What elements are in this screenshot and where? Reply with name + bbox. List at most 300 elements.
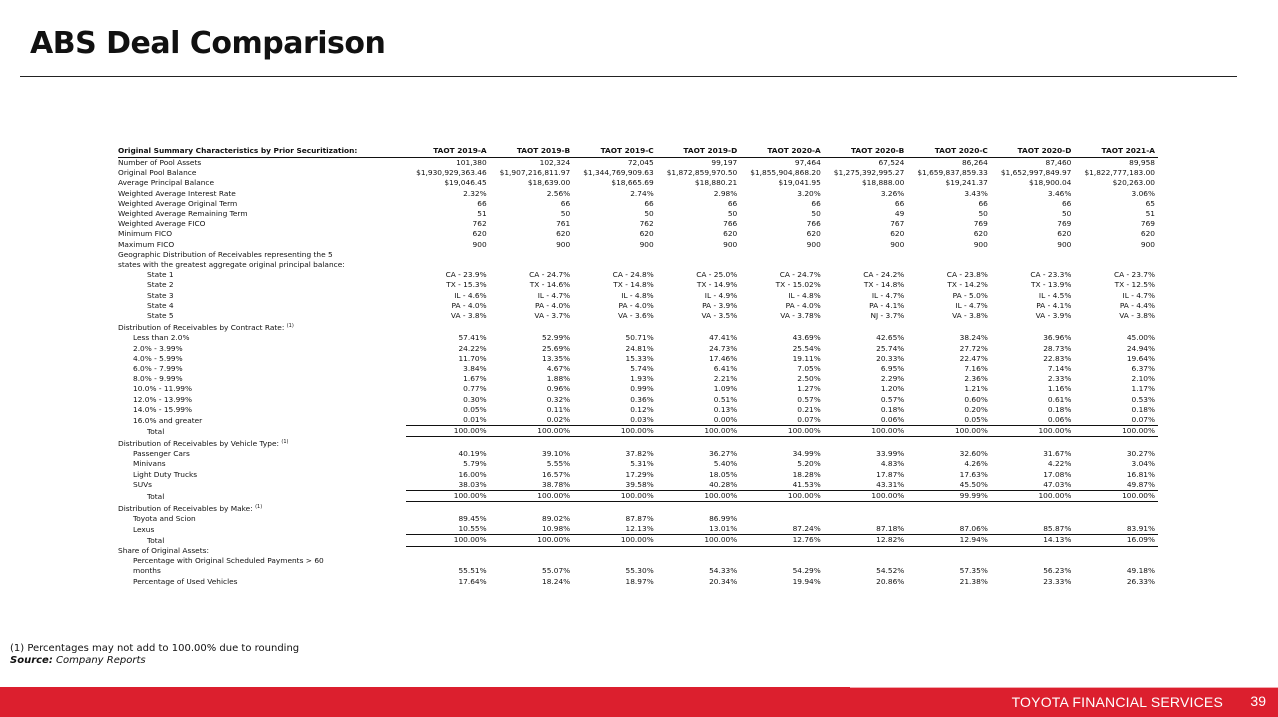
table-cell: 3.43%	[964, 188, 988, 198]
row-label-text: 10.0% - 11.99%	[133, 384, 193, 394]
table-row	[118, 270, 1158, 280]
table-cell: IL - 4.8%	[621, 290, 654, 300]
table-cell: 620	[1140, 229, 1155, 239]
footnote: (1) Percentages may not add to 100.00% due to rounding	[10, 643, 300, 654]
row-label-text: 4.0% - 5.99%	[133, 353, 183, 363]
table-cell	[406, 260, 490, 270]
table-cell	[1074, 437, 1158, 449]
table-cell	[740, 321, 824, 333]
table-row	[118, 158, 1158, 169]
table-row	[118, 546, 1158, 556]
table-cell: 762	[639, 219, 654, 229]
table-cell: 100.00%	[657, 426, 741, 437]
row-label-text: State 3	[147, 290, 174, 300]
row-label	[118, 566, 406, 576]
row-label	[118, 354, 406, 364]
table-cell: 18.28%	[792, 469, 821, 479]
table-cell: 28.73%	[1043, 343, 1072, 353]
table-cell: 620	[472, 229, 487, 239]
table-cell: 22.47%	[959, 353, 988, 363]
table-cell: $1,872,859,970.50	[666, 168, 738, 178]
table-cell: 12.13%	[625, 524, 654, 534]
table-cell: CA - 23.7%	[1113, 270, 1155, 280]
table-cell: 900	[639, 239, 654, 249]
table-cell	[406, 321, 490, 333]
table-cell: 620	[1057, 229, 1072, 239]
table-cell: 87.24%	[792, 524, 821, 534]
row-label	[118, 426, 406, 437]
table-cell: 769	[1140, 219, 1155, 229]
table-cell: 0.77%	[463, 384, 487, 394]
row-label	[118, 301, 406, 311]
table-body	[118, 158, 1158, 587]
table-cell: 25.69%	[542, 343, 571, 353]
table-cell	[657, 260, 741, 270]
table-cell: 43.69%	[792, 333, 821, 343]
footer-accent-line	[850, 687, 1278, 688]
row-label	[118, 240, 406, 250]
table-cell: $1,822,777,183.00	[1084, 168, 1155, 178]
table-cell: 900	[890, 239, 905, 249]
table-row	[118, 178, 1158, 188]
table-cell: 2.21%	[713, 374, 738, 384]
table-cell: 50	[978, 209, 988, 219]
table-cell: 24.73%	[709, 343, 738, 353]
table-cell: VA - 3.5%	[701, 311, 738, 321]
row-label	[118, 556, 406, 566]
deal-comparison-table	[118, 146, 1158, 587]
table-cell	[907, 250, 991, 260]
table-cell: 86,264	[961, 158, 988, 167]
table-cell: IL - 4.6%	[454, 290, 487, 300]
row-label	[118, 535, 406, 546]
table-cell: $1,275,392,995.27	[833, 168, 905, 178]
row-label-text: Weighted Average FICO	[118, 219, 206, 229]
table-cell: 25.74%	[876, 343, 905, 353]
column-header: TAOT 2019-B	[490, 146, 574, 158]
page-number: 39	[1250, 693, 1266, 709]
table-cell	[1074, 546, 1158, 556]
table-row	[118, 514, 1158, 524]
table-cell	[490, 437, 574, 449]
table-row	[118, 470, 1158, 480]
table-cell: 1.27%	[797, 384, 821, 394]
table-cell: 2.10%	[1131, 374, 1155, 384]
table-cell: 900	[806, 239, 821, 249]
table-cell: 66	[978, 198, 988, 208]
table-cell	[991, 437, 1075, 449]
table-cell: 762	[472, 219, 487, 229]
table-cell	[657, 556, 741, 566]
table-cell: 3.46%	[1047, 188, 1072, 198]
row-label	[118, 449, 406, 459]
table-cell: TX - 14.8%	[613, 280, 654, 290]
row-label	[118, 321, 406, 333]
row-label-text: 12.0% - 13.99%	[133, 394, 193, 404]
table-cell: 900	[472, 239, 487, 249]
table-row	[118, 437, 1158, 449]
table-cell: 50	[811, 209, 821, 219]
column-header: TAOT 2019-A	[406, 146, 490, 158]
row-label-text: State 2	[147, 280, 174, 290]
row-label	[118, 260, 406, 270]
row-label-text: 6.0% - 7.99%	[133, 364, 183, 374]
table-cell: 20.86%	[876, 576, 905, 586]
table-cell: 66	[560, 198, 571, 208]
table-cell: 49	[894, 209, 905, 219]
table-row	[118, 502, 1158, 514]
row-label	[118, 459, 406, 469]
row-label	[118, 219, 406, 229]
table-row	[118, 229, 1158, 239]
table-cell: 23.33%	[1043, 576, 1072, 586]
table-cell: 0.32%	[546, 394, 571, 404]
table-cell: 4.26%	[964, 459, 988, 469]
table-cell: 5.74%	[630, 364, 654, 374]
table-cell	[740, 437, 824, 449]
table-cell: 19.64%	[1126, 353, 1155, 363]
column-header: TAOT 2020-D	[991, 146, 1075, 158]
row-label-text: Total	[147, 535, 165, 545]
table-cell: CA - 24.2%	[863, 270, 905, 280]
table-cell: 99,197	[711, 158, 738, 167]
table-cell	[824, 514, 908, 524]
table-cell: 100.00%	[573, 535, 657, 546]
table-cell	[657, 250, 741, 260]
table-cell: 38.78%	[542, 479, 571, 489]
table-cell: 14.13%	[991, 535, 1075, 546]
table-cell: 36.27%	[709, 449, 738, 459]
table-cell: $1,652,997,849.97	[1000, 168, 1072, 178]
table-cell: 2.33%	[1047, 374, 1072, 384]
table-cell: 0.53%	[1131, 394, 1155, 404]
table-cell: 900	[1140, 239, 1155, 249]
table-cell: PA - 4.0%	[535, 300, 571, 310]
row-label-text: Weighted Average Remaining Term	[118, 209, 248, 219]
table-cell	[573, 321, 657, 333]
table-cell	[573, 250, 657, 260]
table-cell: 55.07%	[542, 566, 571, 576]
table-row	[118, 449, 1158, 459]
row-label	[118, 280, 406, 290]
table-cell	[907, 546, 991, 556]
table-cell: 27.72%	[959, 343, 988, 353]
table-cell: 100.00%	[657, 535, 741, 546]
table-cell: 55.51%	[458, 566, 487, 576]
table-cell: IL - 4.9%	[704, 290, 738, 300]
table-row	[118, 415, 1158, 426]
table-cell: 100.00%	[573, 491, 657, 502]
table-cell: 17.64%	[458, 576, 487, 586]
table-cell: 20.34%	[709, 576, 738, 586]
table-cell: 65	[1145, 198, 1155, 208]
table-cell: 83.91%	[1126, 524, 1155, 534]
table-row	[118, 333, 1158, 343]
table-cell: IL - 4.7%	[955, 300, 988, 310]
table-cell: 66	[477, 198, 487, 208]
table-header-row	[118, 146, 1158, 158]
table-cell: $18,880.21	[694, 178, 738, 188]
table-cell: 41.53%	[792, 479, 821, 489]
table-cell: PA - 4.0%	[785, 300, 821, 310]
table-cell: 0.01%	[463, 415, 487, 425]
table-cell: $19,241.37	[945, 178, 988, 188]
table-cell	[740, 250, 824, 260]
table-cell: 0.18%	[1047, 404, 1072, 414]
row-label-text: State 1	[147, 270, 174, 280]
table-cell: 17.87%	[876, 469, 905, 479]
row-label-text: states with the greatest aggregate original principal balance:	[118, 260, 345, 270]
table-cell: 38.24%	[959, 333, 988, 343]
row-label	[118, 502, 406, 514]
table-cell: 30.27%	[1126, 449, 1155, 459]
table-cell	[907, 321, 991, 333]
table-cell: 21.38%	[959, 576, 988, 586]
table-cell	[740, 260, 824, 270]
table-cell: 0.18%	[880, 404, 905, 414]
table-cell: 2.98%	[713, 188, 738, 198]
table-cell: 3.04%	[1131, 459, 1155, 469]
table-cell	[490, 260, 574, 270]
row-label-text: Distribution of Receivables by Make:	[118, 503, 253, 513]
footer-bar	[0, 687, 1278, 717]
row-label-text: Less than 2.0%	[133, 333, 190, 343]
table-cell: 0.20%	[964, 404, 988, 414]
table-row	[118, 291, 1158, 301]
table-row	[118, 395, 1158, 405]
table-cell	[406, 437, 490, 449]
table-cell: VA - 3.78%	[780, 311, 821, 321]
table-cell	[991, 250, 1075, 260]
table-cell	[824, 437, 908, 449]
table-cell	[907, 514, 991, 524]
table-cell: 42.65%	[876, 333, 905, 343]
table-cell: TX - 15.02%	[775, 280, 821, 290]
table-cell: PA - 4.0%	[618, 300, 654, 310]
table-cell: 769	[1057, 219, 1072, 229]
footer-brand: TOYOTA FINANCIAL SERVICES	[1011, 694, 1223, 710]
table-cell	[490, 321, 574, 333]
table-cell: 100.00%	[657, 491, 741, 502]
table-cell: 5.20%	[797, 459, 821, 469]
row-label	[118, 395, 406, 405]
table-row	[118, 209, 1158, 219]
table-cell: 100.00%	[991, 491, 1075, 502]
table-cell: TX - 14.9%	[696, 280, 738, 290]
table-cell	[824, 502, 908, 514]
table-cell: 2.74%	[630, 188, 654, 198]
source-text: Company Reports	[56, 655, 146, 666]
row-label	[118, 546, 406, 556]
table-cell: 0.05%	[964, 415, 988, 425]
table-cell: 100.00%	[740, 491, 824, 502]
table-cell: VA - 3.8%	[1119, 311, 1155, 321]
row-label-text: Total	[147, 491, 165, 501]
table-cell: 4.83%	[880, 459, 905, 469]
table-cell: 0.51%	[713, 394, 738, 404]
table-cell: 900	[973, 239, 988, 249]
table-cell: 0.30%	[463, 394, 487, 404]
table-cell: 100.00%	[406, 535, 490, 546]
row-label	[118, 311, 406, 321]
table-cell: 17.63%	[959, 469, 988, 479]
table-cell: $18,900.04	[1029, 178, 1072, 188]
table-cell: TX - 13.9%	[1030, 280, 1072, 290]
row-label-text: Percentage with Original Scheduled Payments > 60	[133, 556, 324, 566]
table-cell: 766	[723, 219, 738, 229]
table-cell	[406, 556, 490, 566]
table-cell: 16.57%	[542, 469, 571, 479]
table-cell: $1,930,929,363.46	[416, 168, 487, 178]
table-cell: 66	[727, 198, 738, 208]
table-cell: 0.06%	[880, 415, 905, 425]
table-cell: TX - 14.8%	[863, 280, 905, 290]
table-cell: 900	[1057, 239, 1072, 249]
table-row	[118, 219, 1158, 229]
table-row	[118, 364, 1158, 374]
table-cell	[824, 250, 908, 260]
table-cell: 17.29%	[625, 469, 654, 479]
table-cell: 6.95%	[880, 364, 905, 374]
table-cell	[1074, 321, 1158, 333]
table-cell	[657, 502, 741, 514]
table-cell: 13.35%	[542, 353, 571, 363]
table-cell: 17.08%	[1043, 469, 1072, 479]
table-cell: 0.05%	[463, 404, 487, 414]
row-label	[118, 470, 406, 480]
table-row	[118, 354, 1158, 364]
row-label-text: Distribution of Receivables by Vehicle Type:	[118, 438, 280, 448]
table-cell: 39.58%	[625, 479, 654, 489]
table-cell	[824, 546, 908, 556]
table-cell: $1,855,904,868.20	[750, 168, 821, 178]
row-label-text: 16.0% and greater	[133, 415, 203, 425]
row-label	[118, 415, 406, 426]
row-label-text: State 4	[147, 300, 174, 310]
table-cell: CA - 24.8%	[612, 270, 654, 280]
table-cell	[1074, 502, 1158, 514]
table-cell: $1,344,769,909.63	[583, 168, 654, 178]
table-cell: 1.17%	[1131, 384, 1155, 394]
table-cell: 620	[639, 229, 654, 239]
table-cell: 89.45%	[458, 513, 487, 523]
table-row	[118, 374, 1158, 384]
table-row	[118, 199, 1158, 209]
table-cell: 766	[806, 219, 821, 229]
table-cell	[490, 556, 574, 566]
row-label	[118, 344, 406, 354]
table-cell: 36.96%	[1043, 333, 1072, 343]
table-row	[118, 556, 1158, 566]
table-cell: NJ - 3.7%	[870, 311, 905, 321]
table-cell: 0.57%	[797, 394, 821, 404]
table-cell	[991, 260, 1075, 270]
row-label-text: Weighted Average Original Term	[118, 198, 238, 208]
table-cell: 13.01%	[709, 524, 738, 534]
table-cell: 51	[1145, 209, 1155, 219]
table-cell: 85.87%	[1043, 524, 1072, 534]
table-cell: 0.12%	[630, 404, 654, 414]
row-label	[118, 374, 406, 384]
table-cell: PA - 4.1%	[869, 300, 905, 310]
table-cell: 0.11%	[546, 404, 571, 414]
table-row	[118, 566, 1158, 576]
table-cell: 87.18%	[876, 524, 905, 534]
title-divider	[20, 76, 1237, 77]
row-label-text: Average Principal Balance	[118, 178, 215, 188]
row-label	[118, 514, 406, 524]
row-label-text: Share of Original Assets:	[118, 546, 209, 556]
table-cell: 4.67%	[546, 364, 571, 374]
table-cell: 100.00%	[406, 426, 490, 437]
row-label	[118, 178, 406, 188]
table-cell: TX - 14.6%	[529, 280, 571, 290]
table-cell: PA - 3.9%	[702, 300, 738, 310]
table-cell: 24.81%	[625, 343, 654, 353]
row-label	[118, 480, 406, 491]
table-cell: 89,958	[1129, 158, 1155, 167]
footnote-marker: (1)	[286, 323, 294, 330]
row-label	[118, 491, 406, 502]
table-cell: 20.33%	[876, 353, 905, 363]
table-cell	[1074, 514, 1158, 524]
table-cell	[907, 260, 991, 270]
table-cell: 0.96%	[546, 384, 571, 394]
row-label-text: SUVs	[133, 480, 153, 490]
table-cell: 100.00%	[490, 426, 574, 437]
table-cell: 3.26%	[880, 188, 905, 198]
table-cell: 66	[894, 198, 905, 208]
table-cell: 55.30%	[625, 566, 654, 576]
table-cell: 19.11%	[792, 353, 821, 363]
table-cell: 620	[806, 229, 821, 239]
table-row	[118, 384, 1158, 394]
table-cell: 54.33%	[709, 566, 738, 576]
table-cell: 47.41%	[709, 333, 738, 343]
table-cell: 11.70%	[458, 353, 487, 363]
table-cell: 97,464	[794, 158, 821, 167]
table-cell: 100.00%	[907, 426, 991, 437]
table-cell: 100.00%	[740, 426, 824, 437]
table-cell: 7.14%	[1047, 364, 1072, 374]
table-row	[118, 405, 1158, 415]
table-cell: 100.00%	[490, 491, 574, 502]
table-cell: 761	[556, 219, 571, 229]
table-cell: 24.22%	[458, 343, 487, 353]
table-cell: IL - 4.7%	[871, 290, 905, 300]
row-label	[118, 405, 406, 415]
table-cell	[490, 250, 574, 260]
table-cell: $19,041.95	[778, 178, 821, 188]
table-cell: 19.94%	[792, 576, 821, 586]
table-cell: TX - 12.5%	[1114, 280, 1155, 290]
table-cell	[657, 321, 741, 333]
table-cell: 5.55%	[546, 459, 571, 469]
table-cell: 50	[1061, 209, 1072, 219]
row-label-text: State 5	[147, 311, 174, 321]
table-cell: 87.06%	[959, 524, 988, 534]
table-cell: 1.16%	[1047, 384, 1072, 394]
column-header: TAOT 2020-B	[824, 146, 908, 158]
row-label	[118, 199, 406, 209]
table-cell: 0.06%	[1047, 415, 1072, 425]
table-cell: 0.13%	[713, 404, 738, 414]
table-cell	[991, 556, 1075, 566]
row-label	[118, 577, 406, 587]
table-cell: $18,665.69	[611, 178, 654, 188]
table-cell: 50	[560, 209, 571, 219]
table-cell: 12.76%	[740, 535, 824, 546]
